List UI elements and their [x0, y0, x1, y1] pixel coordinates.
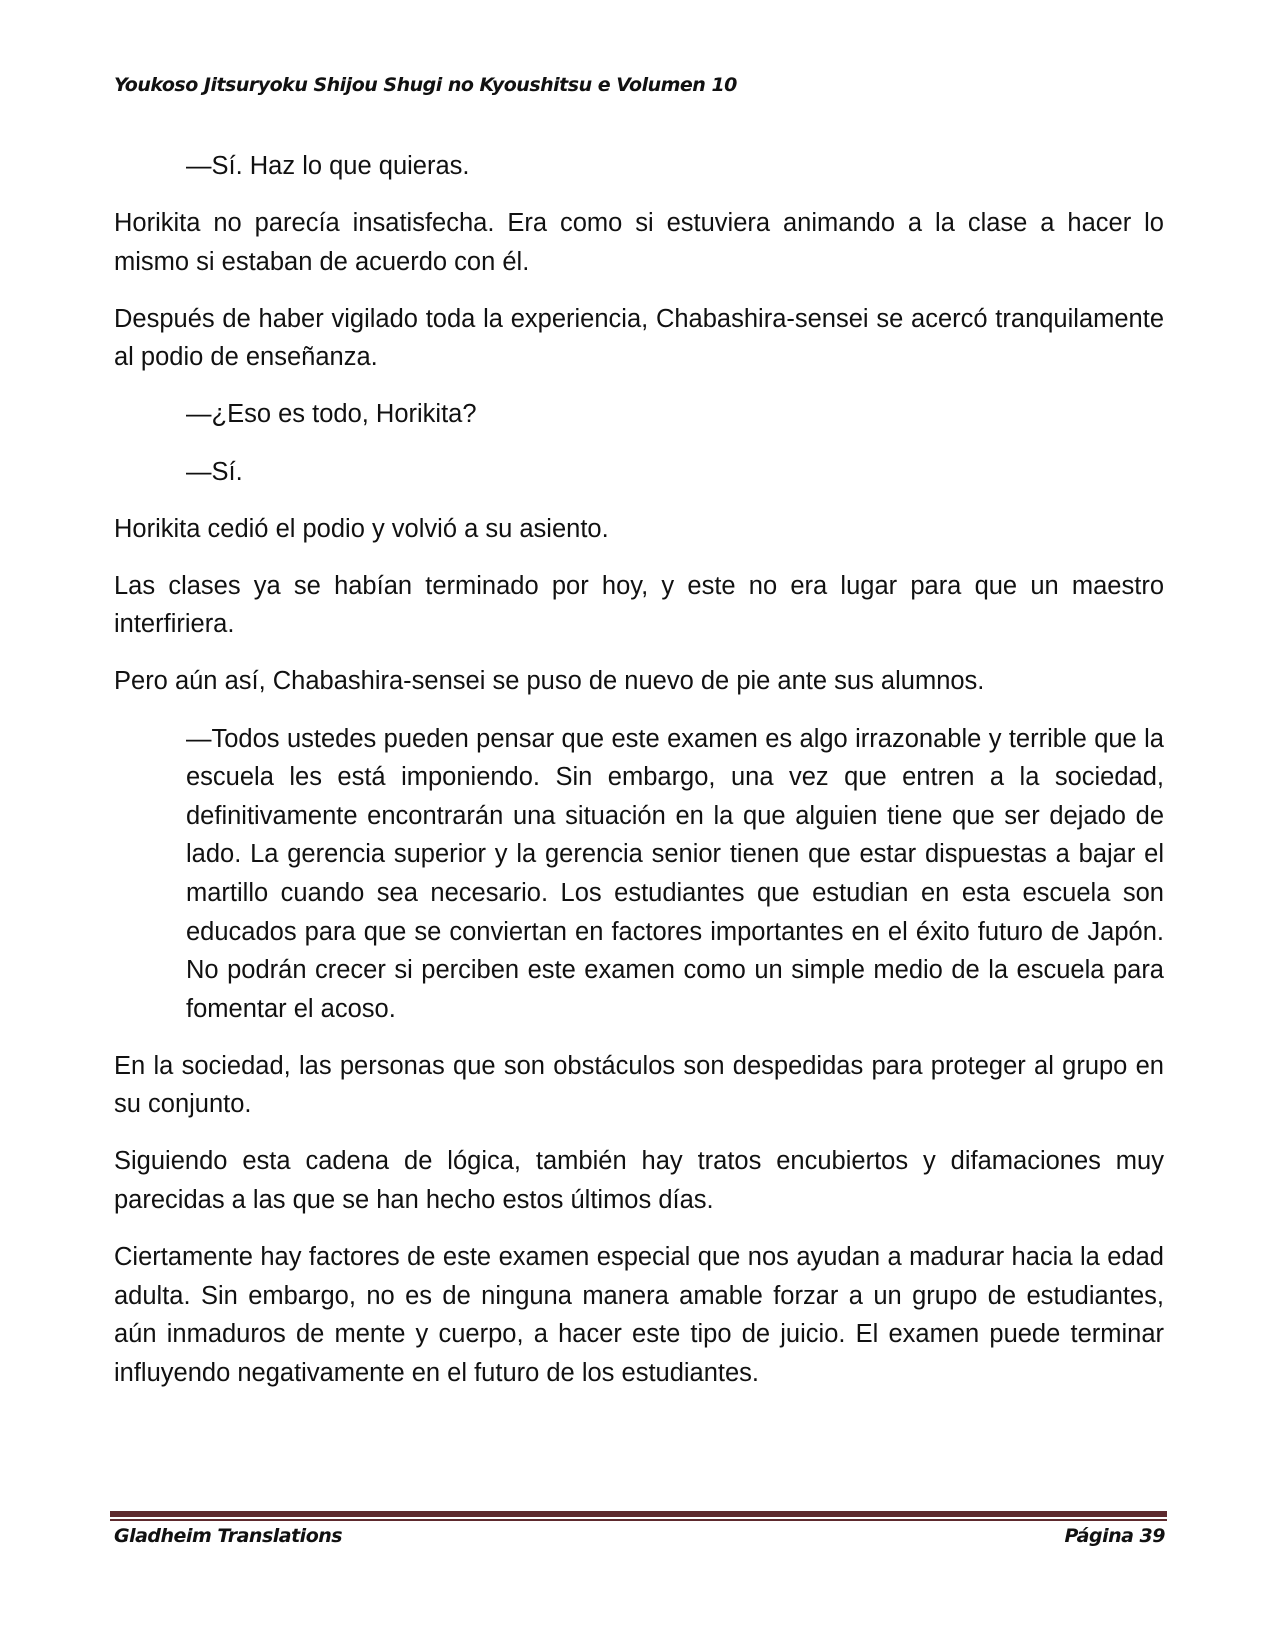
footer-page-number: Página 39 [1064, 1525, 1165, 1547]
running-header: Youkoso Jitsuryoku Shijou Shugi no Kyoushitsu e Volumen 10 [114, 74, 737, 96]
footer-translator: Gladheim Translations [114, 1525, 343, 1547]
paragraph-dialogue: —Todos ustedes pueden pensar que este examen es algo irrazonable y terrible que la escuela les está imponiendo. Sin embargo, una vez que entren a la sociedad, definitivamente encontrarán una situación en la que alguien tiene que ser dejado de lado. La gerencia superior y la gerencia senior tienen que estar dispuestas a bajar el martillo cuando sea necesario. Los estudiantes que estudian en esta escuela son educados para que se conviertan en factores importantes en el éxito futuro de Japón. No podrán crecer si perciben este examen como un simple medio de la escuela para fomentar el acoso. [186, 724, 1164, 1023]
paragraph: Horikita no parecía insatisfecha. Era como si estuviera animando a la clase a hacer lo mismo si estaban de acuerdo con él. [114, 209, 1164, 276]
paragraph: Pero aún así, Chabashira-sensei se puso de nuevo de pie ante sus alumnos. [114, 667, 985, 696]
paragraph: Siguiendo esta cadena de lógica, también hay tratos encubiertos y difamaciones muy parecidas a las que se han hecho estos últimos días. [114, 1147, 1164, 1215]
paragraph: Las clases ya se habían terminado por hoy, y este no era lugar para que un maestro interfiriera. [114, 571, 1164, 639]
page-body [114, 147, 1164, 1411]
paragraph: Después de haber vigilado toda la experiencia, Chabashira-sensei se acercó tranquilamente al podio de enseñanza. [114, 304, 1164, 372]
paragraph: Ciertamente hay factores de este examen especial que nos ayudan a madurar hacia la edad adulta. Sin embargo, no es de ninguna manera amable forzar a un grupo de estudiantes, aún inmaduros de mente y cuerpo, a hacer este tipo de juicio. El examen puede terminar influyendo negativamente en el futuro de los estudiantes. [114, 1243, 1164, 1387]
paragraph: En la sociedad, las personas que son obstáculos son despedidas para proteger al grupo en su conjunto. [114, 1051, 1164, 1119]
paragraph-dialogue: —Sí. [186, 457, 243, 486]
paragraph-dialogue: —¿Eso es todo, Horikita? [186, 400, 477, 429]
footer-rule-thin [110, 1519, 1167, 1521]
footer-rule-thick [110, 1511, 1167, 1517]
paragraph-dialogue: —Sí. Haz lo que quieras. [186, 152, 470, 180]
paragraph: Horikita cedió el podio y volvió a su asiento. [114, 514, 609, 543]
